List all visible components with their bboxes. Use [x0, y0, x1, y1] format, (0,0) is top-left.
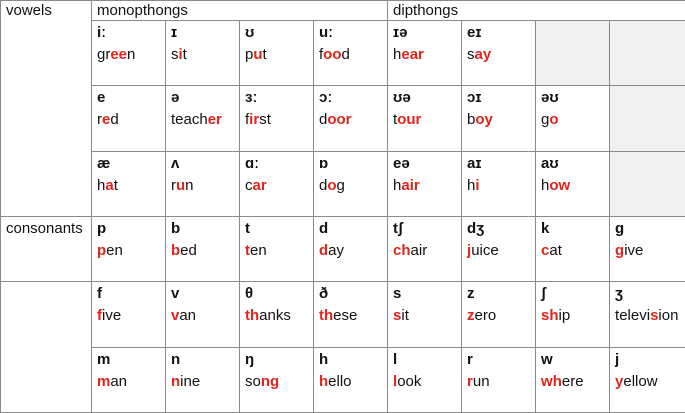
word-part: n — [127, 46, 136, 64]
highlighted-letters: c — [541, 242, 550, 260]
word-part: ese — [333, 307, 358, 325]
highlighted-letters: h — [319, 372, 329, 390]
phoneme-cell — [610, 347, 685, 412]
example-word — [171, 372, 235, 392]
word-part: ip — [558, 307, 571, 325]
phoneme-symbol: aɪ — [467, 154, 482, 172]
example-word — [97, 176, 161, 196]
phoneme-cell — [388, 86, 462, 151]
highlighted-letters: oy — [475, 111, 493, 129]
phoneme-symbol: w — [541, 350, 553, 368]
phoneme-symbol: eɪ — [467, 24, 482, 42]
phoneme-symbol: ɔɪ — [467, 89, 482, 107]
consonants-column-cell — [1, 347, 92, 412]
word-part: t — [113, 176, 118, 194]
word-part: an — [110, 372, 128, 390]
phoneme-symbol: m — [97, 350, 111, 368]
example-word — [393, 306, 457, 326]
dipthongs-header: dipthongs — [388, 1, 685, 21]
highlighted-letters: ay — [474, 46, 492, 64]
highlighted-letters: sh — [541, 307, 559, 325]
word-part: at — [549, 242, 562, 260]
highlighted-letters: n — [171, 372, 181, 390]
highlighted-letters: oo — [323, 46, 342, 64]
word-part: it — [401, 307, 409, 325]
phoneme-cell — [240, 282, 314, 347]
word-part: t — [393, 111, 398, 129]
highlighted-letters: our — [397, 111, 422, 129]
example-word — [319, 372, 383, 392]
phoneme-cell — [166, 347, 240, 412]
word-part: st — [259, 111, 271, 129]
example-word — [171, 241, 235, 261]
highlighted-letters: p — [97, 242, 107, 260]
phoneme-cell — [536, 151, 610, 216]
phoneme-cell — [536, 347, 610, 412]
word-part: en — [250, 242, 267, 260]
phoneme-symbol: aʊ — [541, 154, 559, 172]
phoneme-symbol: ɪ — [171, 24, 178, 42]
phoneme-symbol: s — [393, 285, 402, 303]
phoneme-symbol: dʒ — [467, 220, 485, 238]
example-word — [245, 372, 309, 392]
phoneme-cell — [314, 282, 388, 347]
phoneme-cell — [314, 21, 388, 86]
example-word — [541, 176, 605, 196]
phoneme-cell — [388, 347, 462, 412]
example-word — [393, 110, 457, 130]
example-word — [97, 241, 161, 261]
highlighted-letters: z — [467, 307, 475, 325]
word-part: ere — [561, 372, 584, 390]
highlighted-letters: i — [475, 176, 480, 194]
phoneme-cell — [240, 217, 314, 282]
phoneme-cell — [240, 347, 314, 412]
phoneme-cell — [610, 217, 685, 282]
phoneme-symbol: iː — [97, 24, 107, 42]
phoneme-symbol: g — [615, 220, 625, 238]
example-word — [97, 110, 161, 130]
word-part: teach — [171, 111, 208, 129]
highlighted-letters: f — [97, 307, 102, 325]
example-word — [467, 372, 531, 392]
highlighted-letters: j — [467, 242, 472, 260]
word-part: h — [541, 176, 550, 194]
highlighted-letters: s — [650, 307, 659, 325]
phoneme-symbol: ʊə — [393, 89, 411, 107]
word-part: d — [110, 111, 119, 129]
example-word — [245, 241, 309, 261]
phoneme-symbol: ɔː — [319, 89, 333, 107]
highlighted-letters: ng — [260, 372, 280, 390]
example-word — [171, 45, 235, 65]
phoneme-symbol: h — [319, 350, 329, 368]
phoneme-cell — [92, 347, 166, 412]
highlighted-letters: v — [171, 307, 180, 325]
example-word — [467, 306, 531, 326]
highlighted-letters: s — [393, 307, 402, 325]
phoneme-cell — [166, 86, 240, 151]
example-word — [245, 176, 309, 196]
example-word — [467, 176, 531, 196]
word-part: ion — [658, 307, 679, 325]
consonants-label: consonants — [1, 217, 92, 282]
empty-cell — [610, 21, 685, 86]
phoneme-symbol: k — [541, 220, 550, 238]
example-word — [97, 45, 161, 65]
phoneme-symbol: əʊ — [541, 89, 559, 107]
word-part: uice — [471, 242, 499, 260]
example-word — [245, 45, 309, 65]
highlighted-letters: d — [319, 242, 329, 260]
monopthongs-header: monopthongs — [92, 1, 388, 21]
phoneme-cell — [388, 217, 462, 282]
phoneme-row — [1, 151, 685, 216]
word-part: ero — [474, 307, 497, 325]
word-part: h — [393, 46, 402, 64]
word-part: g — [541, 111, 550, 129]
phoneme-cell — [462, 217, 536, 282]
phoneme-cell — [388, 151, 462, 216]
phoneme-cell — [536, 217, 610, 282]
phoneme-symbol: tʃ — [393, 220, 404, 238]
phoneme-symbol: ɪə — [393, 24, 408, 42]
example-word — [171, 306, 235, 326]
example-word — [541, 306, 605, 326]
vowels-column-cell — [1, 151, 92, 216]
example-word — [171, 110, 235, 130]
phoneme-symbol: ɜː — [245, 89, 258, 107]
phoneme-symbol: t — [245, 220, 250, 238]
phoneme-row — [1, 217, 685, 282]
phoneme-row — [1, 21, 685, 86]
phoneme-cell — [462, 21, 536, 86]
phoneme-cell — [92, 86, 166, 151]
highlighted-letters: wh — [541, 372, 562, 390]
highlighted-letters: ar — [252, 176, 267, 194]
phoneme-cell — [462, 282, 536, 347]
phoneme-cell — [92, 217, 166, 282]
example-word — [245, 110, 309, 130]
example-word — [393, 241, 457, 261]
phoneme-symbol: ɒ — [319, 154, 329, 172]
example-word — [615, 241, 681, 261]
vowels-label: vowels — [1, 1, 92, 21]
highlighted-letters: o — [549, 111, 559, 129]
phoneme-cell — [166, 21, 240, 86]
phoneme-cell — [462, 86, 536, 151]
word-part: so — [245, 372, 261, 390]
phoneme-cell — [462, 151, 536, 216]
word-part: ive — [624, 242, 644, 260]
phoneme-cell — [314, 347, 388, 412]
word-part: ook — [397, 372, 422, 390]
word-part: ello — [328, 372, 352, 390]
word-part: t — [182, 46, 187, 64]
phoneme-cell — [536, 86, 610, 151]
phoneme-cell — [92, 282, 166, 347]
highlighted-letters: g — [615, 242, 625, 260]
phoneme-symbol: eə — [393, 154, 410, 172]
word-part: h — [393, 176, 402, 194]
phoneme-symbol: l — [393, 350, 398, 368]
highlighted-letters: y — [615, 372, 624, 390]
phoneme-cell — [166, 151, 240, 216]
highlighted-letters: th — [245, 307, 260, 325]
highlighted-letters: th — [319, 307, 334, 325]
example-word — [467, 110, 531, 130]
phoneme-symbol: p — [97, 220, 107, 238]
phoneme-symbol: z — [467, 285, 475, 303]
phoneme-symbol: n — [171, 350, 181, 368]
example-word — [319, 306, 383, 326]
highlighted-letters: e — [102, 111, 111, 129]
phoneme-row — [1, 282, 685, 347]
phoneme-symbol: r — [467, 350, 473, 368]
phoneme-cell — [240, 86, 314, 151]
word-part: air — [410, 242, 428, 260]
example-word — [393, 372, 457, 392]
phoneme-symbol: θ — [245, 285, 254, 303]
word-part: s — [467, 46, 475, 64]
highlighted-letters: t — [245, 242, 250, 260]
word-part: ed — [180, 242, 197, 260]
highlighted-letters: u — [176, 176, 186, 194]
phoneme-symbol: ə — [171, 89, 180, 107]
word-part: h — [467, 176, 476, 194]
phoneme-row — [1, 347, 685, 412]
example-word — [97, 372, 161, 392]
word-part: anks — [259, 307, 291, 325]
header-row — [1, 1, 685, 21]
word-part: ellow — [623, 372, 658, 390]
word-part: s — [171, 46, 179, 64]
highlighted-letters: air — [401, 176, 420, 194]
phoneme-cell — [240, 21, 314, 86]
phoneme-symbol: v — [171, 285, 180, 303]
example-word — [319, 110, 383, 130]
example-word — [615, 306, 681, 326]
word-part: ive — [102, 307, 122, 325]
highlighted-letters: oor — [327, 111, 352, 129]
phoneme-symbol: f — [97, 285, 102, 303]
example-word — [541, 110, 605, 130]
example-word — [319, 176, 383, 196]
word-part: f — [245, 111, 250, 129]
phoneme-symbol: d — [319, 220, 329, 238]
highlighted-letters: ir — [249, 111, 260, 129]
example-word — [615, 372, 681, 392]
example-word — [393, 45, 457, 65]
vowels-column-cell — [1, 21, 92, 86]
highlighted-letters: i — [178, 46, 183, 64]
empty-cell — [610, 86, 685, 151]
phoneme-cell — [536, 282, 610, 347]
phoneme-symbol: ð — [319, 285, 329, 303]
example-word — [97, 306, 161, 326]
example-word — [319, 45, 383, 65]
phoneme-cell — [462, 347, 536, 412]
phoneme-symbol: b — [171, 220, 181, 238]
highlighted-letters: l — [393, 372, 398, 390]
phoneme-cell — [610, 282, 685, 347]
phoneme-symbol: j — [615, 350, 620, 368]
word-part: c — [245, 176, 253, 194]
phoneme-symbol: æ — [97, 154, 111, 172]
example-word — [319, 241, 383, 261]
phoneme-cell — [388, 21, 462, 86]
phoneme-cell — [92, 21, 166, 86]
phoneme-cell — [240, 151, 314, 216]
highlighted-letters: m — [97, 372, 111, 390]
example-word — [541, 372, 605, 392]
phoneme-cell — [166, 282, 240, 347]
word-part: h — [97, 176, 106, 194]
word-part: gr — [97, 46, 111, 64]
example-word — [393, 176, 457, 196]
phoneme-symbol: ʃ — [541, 285, 547, 303]
example-word — [541, 241, 605, 261]
word-part: r — [97, 111, 102, 129]
word-part: televi — [615, 307, 651, 325]
phoneme-symbol: ʌ — [171, 154, 180, 172]
highlighted-letters: ch — [393, 242, 411, 260]
word-part: p — [245, 46, 254, 64]
word-part: un — [472, 372, 490, 390]
word-part: ine — [180, 372, 201, 390]
word-part: r — [171, 176, 176, 194]
empty-cell — [610, 151, 685, 216]
phoneme-symbol: ʊ — [245, 24, 255, 42]
phoneme-cell — [388, 282, 462, 347]
word-part: an — [179, 307, 197, 325]
highlighted-letters: ear — [401, 46, 424, 64]
phoneme-cell — [166, 217, 240, 282]
highlighted-letters: b — [171, 242, 181, 260]
word-part: d — [319, 176, 328, 194]
consonants-column-cell — [1, 282, 92, 347]
word-part: en — [106, 242, 123, 260]
highlighted-letters: o — [327, 176, 337, 194]
phoneme-row — [1, 86, 685, 151]
phoneme-cell — [314, 86, 388, 151]
word-part: b — [467, 111, 476, 129]
phoneme-cell — [314, 217, 388, 282]
word-part: d — [319, 111, 328, 129]
vowels-column-cell — [1, 86, 92, 151]
highlighted-letters: ow — [549, 176, 571, 194]
phoneme-symbol: ɑː — [245, 154, 260, 172]
word-part: ay — [328, 242, 345, 260]
highlighted-letters: r — [467, 372, 473, 390]
empty-cell — [536, 21, 610, 86]
phoneme-cell — [92, 151, 166, 216]
phoneme-symbol: ŋ — [245, 350, 255, 368]
example-word — [171, 176, 235, 196]
word-part: g — [336, 176, 345, 194]
word-part: n — [185, 176, 194, 194]
highlighted-letters: u — [253, 46, 263, 64]
word-part: t — [262, 46, 267, 64]
highlighted-letters: a — [105, 176, 114, 194]
word-part: d — [341, 46, 350, 64]
phoneme-cell — [314, 151, 388, 216]
phoneme-symbol: e — [97, 89, 106, 107]
phoneme-symbol: uː — [319, 24, 334, 42]
example-word — [467, 241, 531, 261]
example-word — [467, 45, 531, 65]
highlighted-letters: er — [207, 111, 222, 129]
example-word — [245, 306, 309, 326]
word-part: f — [319, 46, 324, 64]
highlighted-letters: ee — [110, 46, 128, 64]
phoneme-symbol: ʒ — [615, 285, 623, 303]
